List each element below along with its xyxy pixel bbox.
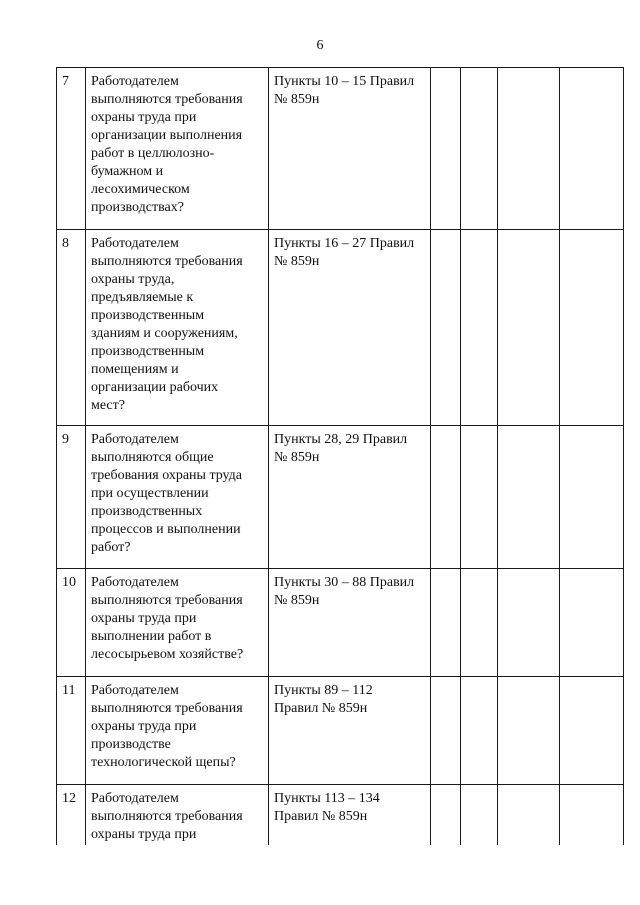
- reference-cell: [269, 68, 431, 230]
- table-row: [57, 677, 624, 785]
- answer-cell[interactable]: [431, 677, 461, 785]
- answer-cell[interactable]: [461, 785, 498, 845]
- answer-cell[interactable]: [431, 426, 461, 569]
- answer-cell[interactable]: [461, 230, 498, 426]
- reference-line: Пункты 10 – 15 Правил: [274, 74, 415, 89]
- answer-cell[interactable]: [560, 677, 624, 785]
- question-line: требования охраны труда: [91, 468, 243, 483]
- question-line: выполняются требования: [91, 254, 243, 269]
- question-line: производственным: [91, 344, 205, 359]
- reference-line: № 859н: [274, 593, 320, 608]
- question-line: Работодателем: [91, 791, 179, 806]
- row-number: 12: [57, 785, 86, 845]
- question-line: мест?: [91, 398, 125, 413]
- answer-cell[interactable]: [498, 426, 560, 569]
- question-line: выполняются требования: [91, 593, 243, 608]
- answer-cell[interactable]: [431, 230, 461, 426]
- reference-line: Пункты 113 – 134: [274, 791, 380, 806]
- question-line: Работодателем: [91, 432, 179, 447]
- question-cell: [86, 677, 269, 785]
- answer-cell[interactable]: [461, 677, 498, 785]
- reference-line: Правил № 859н: [274, 809, 368, 824]
- row-number: 11: [57, 677, 86, 785]
- answer-cell[interactable]: [560, 426, 624, 569]
- question-cell: [86, 68, 269, 230]
- reference-cell: [269, 230, 431, 426]
- answer-cell[interactable]: [461, 569, 498, 677]
- answer-cell[interactable]: [560, 569, 624, 677]
- question-line: охраны труда при: [91, 719, 197, 734]
- question-line: лесохимическом: [91, 182, 190, 197]
- reference-line: № 859н: [274, 450, 320, 465]
- question-line: работ в целлюлозно-: [91, 146, 215, 161]
- question-cell: [86, 230, 269, 426]
- question-line: Работодателем: [91, 74, 179, 89]
- question-line: выполняются требования: [91, 701, 243, 716]
- reference-cell: [269, 426, 431, 569]
- question-line: выполняются требования: [91, 809, 243, 824]
- question-line: Работодателем: [91, 575, 179, 590]
- question-line: предъявляемые к: [91, 290, 194, 305]
- answer-cell[interactable]: [431, 569, 461, 677]
- question-line: производствах?: [91, 200, 184, 215]
- question-line: выполняются требования: [91, 92, 243, 107]
- row-number: 9: [57, 426, 86, 569]
- question-line: Работодателем: [91, 683, 179, 698]
- answer-cell[interactable]: [461, 426, 498, 569]
- question-line: выполняются общие: [91, 450, 214, 465]
- answer-cell[interactable]: [498, 68, 560, 230]
- answer-cell[interactable]: [560, 230, 624, 426]
- reference-line: Пункты 89 – 112: [274, 683, 373, 698]
- table-row: [57, 569, 624, 677]
- table-row: [57, 426, 624, 569]
- answer-cell[interactable]: [498, 569, 560, 677]
- row-number: 10: [57, 569, 86, 677]
- question-line: охраны труда при: [91, 110, 197, 125]
- row-number: 7: [57, 68, 86, 230]
- answer-cell[interactable]: [431, 68, 461, 230]
- question-line: зданиям и сооружениям,: [91, 326, 238, 341]
- question-line: процессов и выполнении: [91, 522, 241, 537]
- table-row: [57, 68, 624, 230]
- question-line: производственных: [91, 504, 203, 519]
- reference-line: Пункты 30 – 88 Правил: [274, 575, 415, 590]
- table-row: [57, 785, 624, 845]
- question-line: организации рабочих: [91, 380, 219, 395]
- reference-line: Пункты 16 – 27 Правил: [274, 236, 415, 251]
- question-line: лесосырьевом хозяйстве?: [91, 647, 244, 662]
- reference-line: № 859н: [274, 254, 320, 269]
- reference-cell: [269, 569, 431, 677]
- answer-cell[interactable]: [461, 68, 498, 230]
- table-row: [57, 230, 624, 426]
- question-cell: [86, 785, 269, 845]
- question-line: Работодателем: [91, 236, 179, 251]
- row-number: 8: [57, 230, 86, 426]
- question-line: охраны труда,: [91, 272, 175, 287]
- reference-cell: [269, 785, 431, 845]
- answer-cell[interactable]: [560, 785, 624, 845]
- checklist-table: [56, 67, 624, 845]
- question-line: при осуществлении: [91, 486, 209, 501]
- question-line: организации выполнения: [91, 128, 243, 143]
- question-line: выполнении работ в: [91, 629, 212, 644]
- question-line: технологической щепы?: [91, 755, 236, 770]
- question-line: производстве: [91, 737, 171, 752]
- reference-line: Правил № 859н: [274, 701, 368, 716]
- reference-line: № 859н: [274, 92, 320, 107]
- question-line: охраны труда при: [91, 827, 197, 842]
- page-number: 6: [316, 38, 324, 53]
- question-line: помещениям и: [91, 362, 179, 377]
- reference-line: Пункты 28, 29 Правил: [274, 432, 408, 447]
- answer-cell[interactable]: [498, 677, 560, 785]
- answer-cell[interactable]: [431, 785, 461, 845]
- question-cell: [86, 569, 269, 677]
- question-line: производственным: [91, 308, 205, 323]
- reference-cell: [269, 677, 431, 785]
- question-line: охраны труда при: [91, 611, 197, 626]
- answer-cell[interactable]: [498, 785, 560, 845]
- question-line: работ?: [91, 540, 131, 555]
- answer-cell[interactable]: [560, 68, 624, 230]
- question-line: бумажном и: [91, 164, 164, 179]
- answer-cell[interactable]: [498, 230, 560, 426]
- question-cell: [86, 426, 269, 569]
